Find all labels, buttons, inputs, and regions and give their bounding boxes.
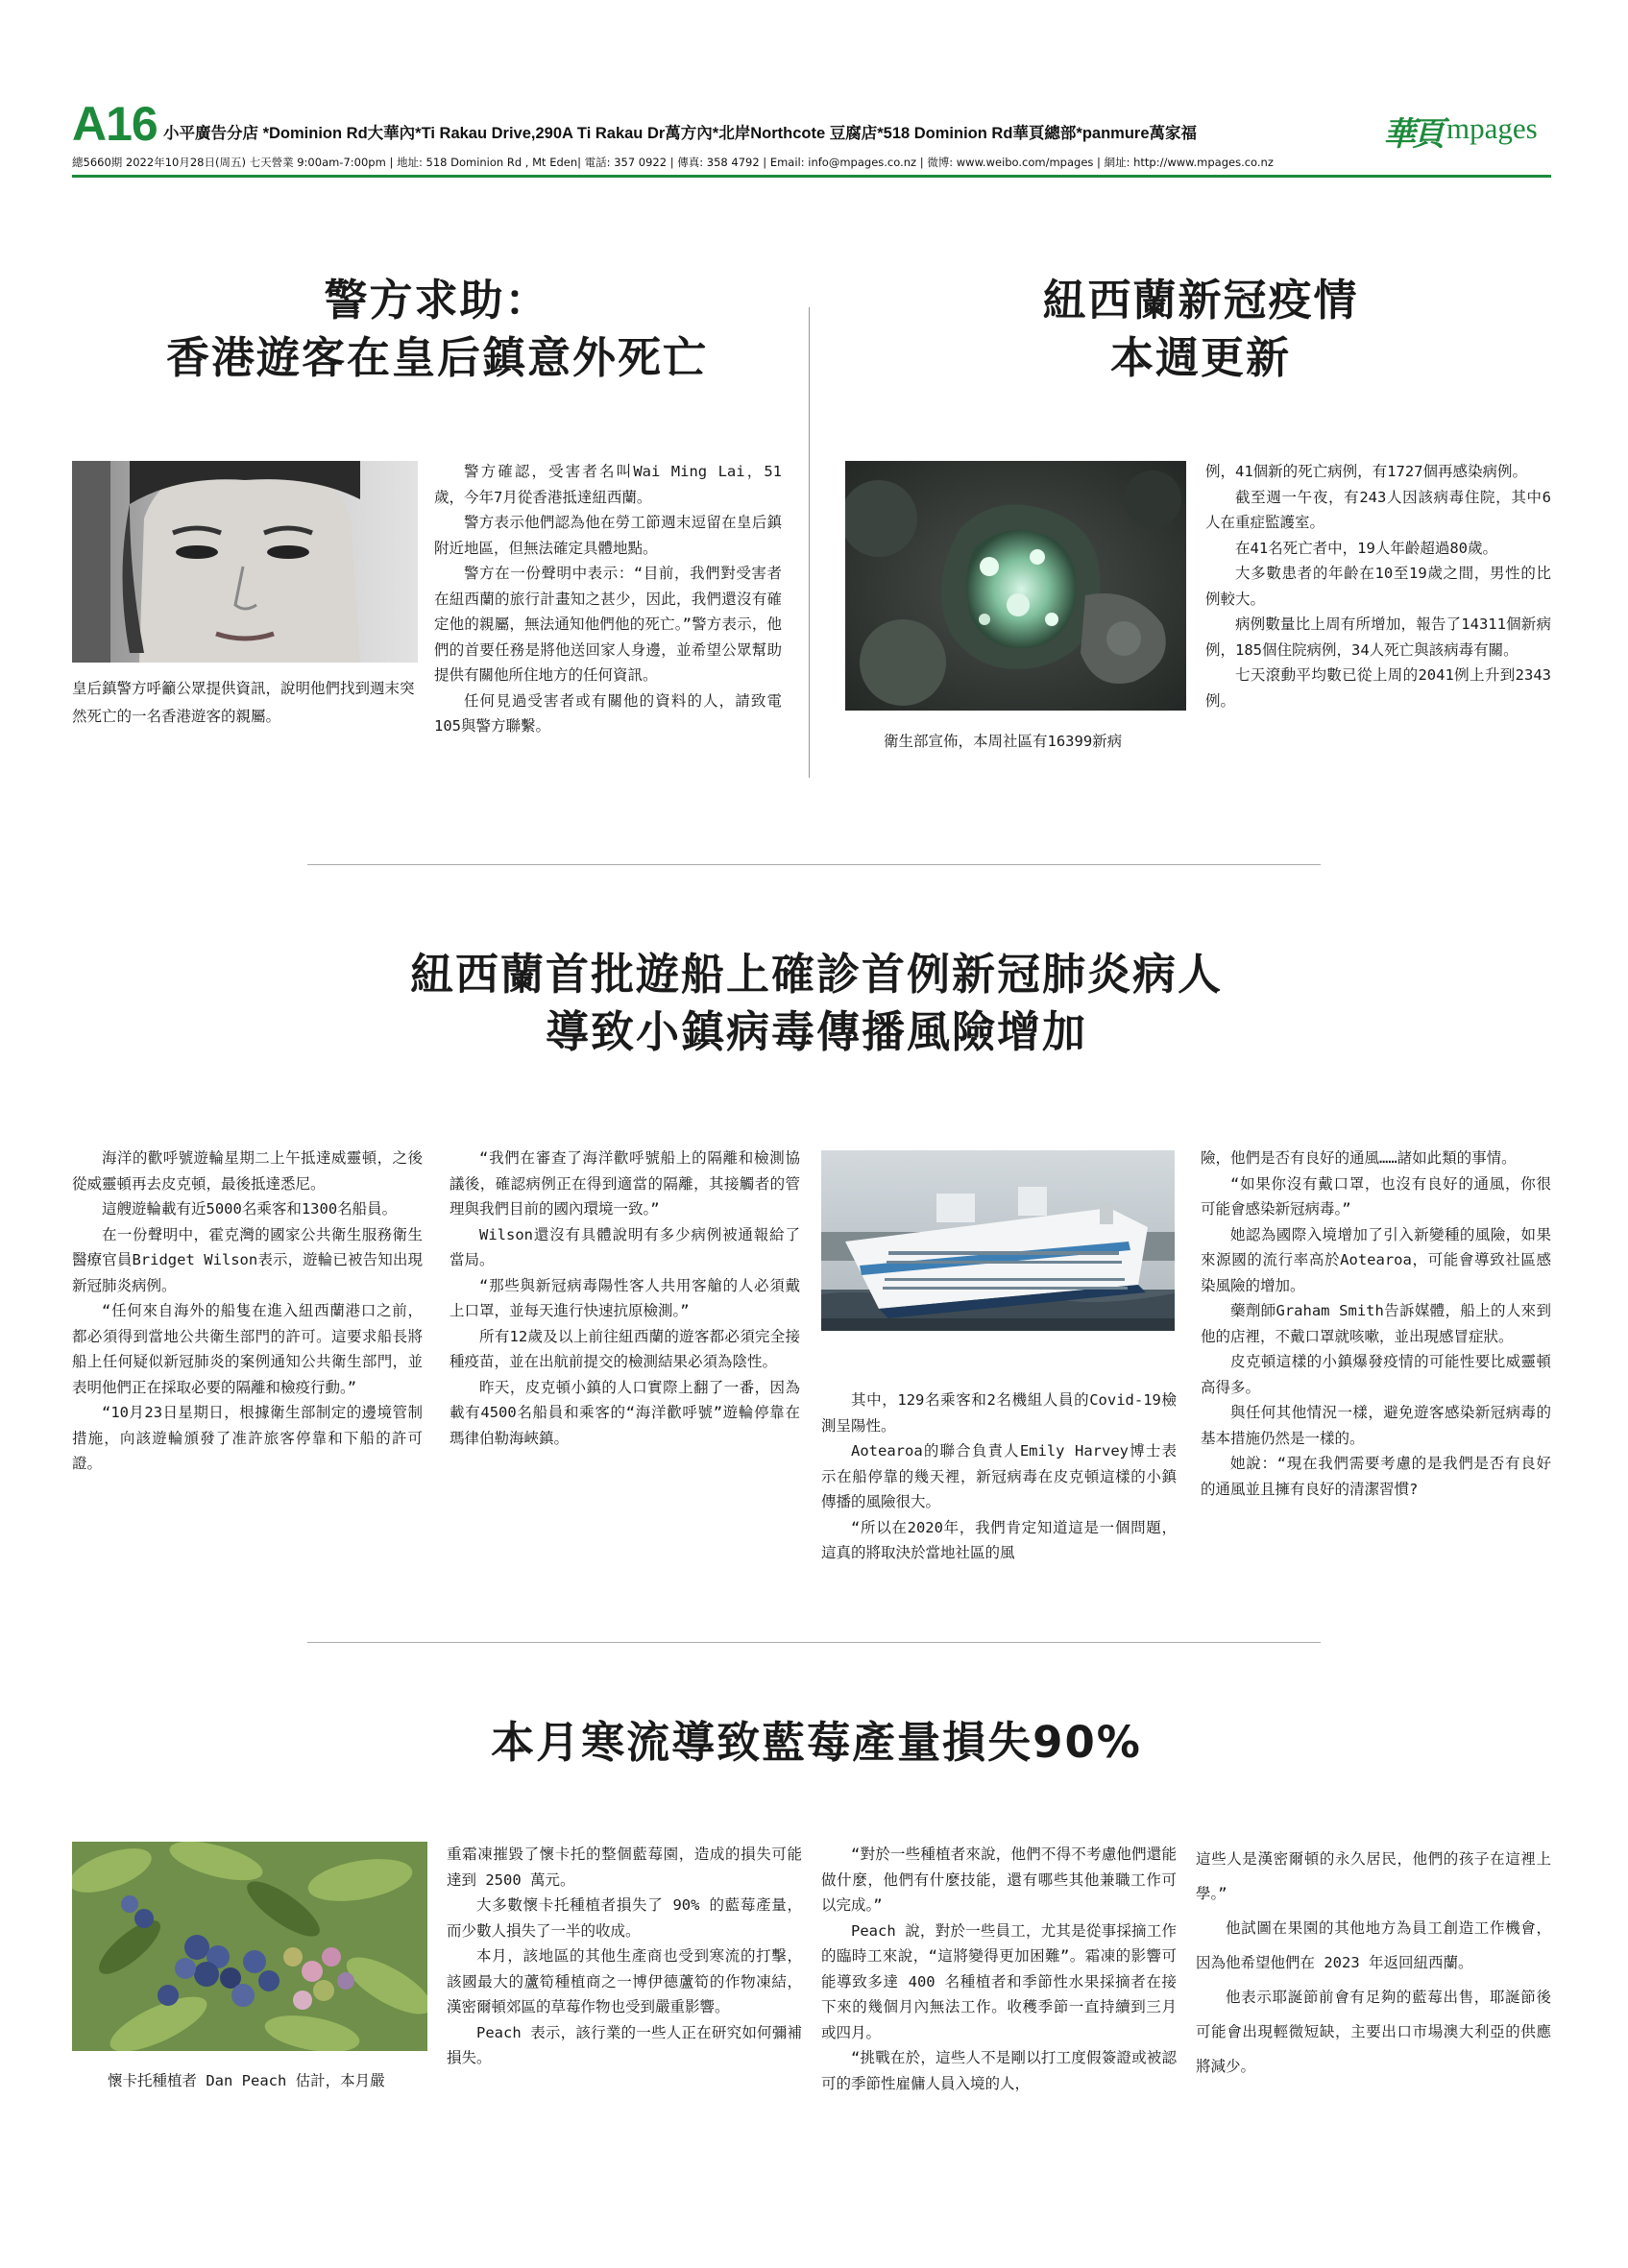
article3-paragraph: 這艘遊輪載有近5000名乘客和1300名船員。	[102, 1200, 398, 1218]
article3-paragraph: “所以在2020年，我們肯定知道這是一個問題，這真的將取決於當地社區的風	[821, 1518, 1177, 1561]
article2-headline	[845, 272, 1556, 387]
article2-paragraph: 在41名死亡者中，19人年齡超過80歲。	[1235, 539, 1497, 557]
article2-paragraph: 大多數患者的年齡在10至19歲之間，男性的比例較大。	[1205, 565, 1551, 608]
article4-paragraph: 這些人是漢密爾頓的永久居民，他們的孩子在這裡上學。”	[1196, 1850, 1551, 1902]
mpages-logo	[1383, 108, 1556, 154]
article4-column-3	[1196, 1842, 1551, 2084]
article2-paragraph: 病例數量比上周有所增加，報告了14311個新病例，185個住院病例，34人死亡與該病毒有關。	[1205, 615, 1551, 659]
article3-paragraph: 她認為國際入境增加了引入新變種的風險，如果來源國的流行率高於Aotearoa，可能會導致社區感染風險的增加。	[1201, 1225, 1551, 1294]
article3-paragraph: “如果你沒有戴口罩，也沒有良好的通風，你很可能會感染新冠病毒。”	[1201, 1174, 1551, 1218]
article2-paragraph: 七天滾動平均數已從上周的2041例上升到2343例。	[1205, 666, 1551, 710]
article1-body	[434, 459, 782, 739]
page-number: A16	[72, 97, 158, 151]
article3-paragraph: “10月23日星期日，根據衛生部制定的邊境管制措施，向該遊輪頒發了准許旅客停靠和下船的許可證。	[72, 1404, 423, 1472]
article3-paragraph: 所有12歲及以上前往紐西蘭的遊客都必須完全接種疫苗，並在出航前提交的檢測結果必須為陰性。	[450, 1327, 800, 1370]
section-divider	[307, 1642, 1321, 1643]
article3-headline-line2: 導致小鎮病毒傳播風險增加	[545, 1005, 1087, 1057]
article4-paragraph: Peach 說，對於一些員工，尤其是從事採摘工作的臨時工來說，“這將變得更加困難”。霜凍的影響可能導致多達 400 名種植者和季節性水果採摘者在接下來的幾個月內無法工作。收穫季節一直持續到三月或四月。	[821, 1921, 1177, 2041]
article3-paragraph: “我們在審查了海洋歡呼號船上的隔離和檢測協議後，確認病例正在得到適當的隔離，其接觸者的管理與我們目前的國內環境一致。”	[450, 1149, 800, 1218]
blueberry-photo	[72, 1842, 427, 2051]
article4-headline: 本月寒流導致藍莓產量損失90%	[491, 1717, 1142, 1768]
article4-paragraph: 大多數懷卡托種植者損失了 90% 的藍莓產量，而少數人損失了一半的收成。	[447, 1896, 802, 1940]
article4-column-2	[821, 1842, 1177, 2096]
article3-paragraph: 她說：“現在我們需要考慮的是我們是否有良好的通風並且擁有良好的清潔習慣?	[1201, 1455, 1551, 1498]
article3-paragraph: “任何來自海外的船隻在進入紐西蘭港口之前，都必須得到當地公共衛生部門的許可。這要求船長將船上任何疑似新冠肺炎的案例通知公共衛生部門，並表明他們正在採取必要的隔離和檢疫行動。”	[72, 1302, 423, 1396]
article3-paragraph: 藥劑師Graham Smith告訴媒體，船上的人來到他的店裡，不戴口罩就咳嗽，並出現感冒症狀。	[1201, 1302, 1551, 1345]
article4-paragraph: 他表示耶誕節前會有足夠的藍莓出售，耶誕節後可能會出現輕微短缺，主要出口市場澳大利亞的供應將減少。	[1196, 1989, 1551, 2075]
article3-paragraph: 皮克頓這樣的小鎮爆發疫情的可能性要比威靈頓高得多。	[1201, 1353, 1551, 1396]
article1-caption: 皇后鎮警方呼籲公眾提供資訊，說明他們找到週末突然死亡的一名香港遊客的親屬。	[72, 680, 415, 725]
article3-paragraph: 昨天，皮克頓小鎮的人口實際上翻了一番，因為載有4500名船員和乘客的“海洋歡呼號”遊輪停靠在瑪律伯勒海峽鎮。	[450, 1378, 800, 1447]
article4-column-1	[447, 1842, 802, 2071]
logo-english: mpages	[1446, 111, 1538, 145]
article3-column-3	[821, 1387, 1177, 1566]
article4-paragraph: “挑戰在於，這些人不是剛以打工度假簽證或被認可的季節性雇傭人員入境的人，	[821, 2049, 1177, 2092]
article4-paragraph: 重霜凍摧毀了懷卡托的整個藍莓園，造成的損失可能達到 2500 萬元。	[447, 1846, 802, 1889]
article4-caption: 懷卡托種植者 Dan Peach 估計，本月嚴	[108, 2072, 385, 2089]
article3-paragraph: 險，他們是否有良好的通風……諸如此類的事情。	[1201, 1149, 1517, 1167]
article2-paragraph: 截至週一午夜，有243人因該病毒住院，其中6人在重症監護室。	[1205, 488, 1551, 531]
article3-paragraph: “那些與新冠病毒陽性客人共用客艙的人必須戴上口罩，並每天進行快速抗原檢測。”	[450, 1276, 800, 1319]
article3-paragraph: 在一份聲明中，霍克灣的國家公共衛生服務衛生醫療官員Bridget Wilson表示，遊輪已被告知出現新冠肺炎病例。	[72, 1225, 423, 1294]
article3-paragraph: Wilson還沒有具體說明有多少病例被通報給了當局。	[450, 1225, 800, 1268]
cruise-ship-photo	[821, 1150, 1175, 1331]
article3-paragraph: 與任何其他情況一樣，避免遊客感染新冠病毒的基本措施仍然是一樣的。	[1201, 1404, 1551, 1447]
article2-headline-line1: 紐西蘭新冠疫情	[1042, 275, 1359, 326]
article3-paragraph: 海洋的歡呼號遊輪星期二上午抵達威靈頓，之後從威靈頓再去皮克頓，最後抵達悉尼。	[72, 1149, 423, 1193]
article4-paragraph: “對於一些種植者來說，他們不得不考慮他們還能做什麼，他們有什麼技能，還有哪些其他兼職工作可以完成。”	[821, 1846, 1177, 1914]
article1-headline	[77, 272, 797, 387]
article3-column-4	[1201, 1146, 1551, 1502]
article1-headline-line1: 警方求助：	[324, 275, 550, 326]
article3-paragraph: Aotearoa的聯合負責人Emily Harvey博士表示在船停靠的幾天裡，新冠病毒在皮克頓這樣的小鎮傳播的風險很大。	[821, 1442, 1177, 1510]
article1-paragraph: 警方表示他們認為他在勞工節週末逗留在皇后鎮附近地區，但無法確定具體地點。	[434, 514, 782, 557]
article3-column-2	[450, 1146, 800, 1451]
article3-column-1	[72, 1146, 423, 1477]
article4-paragraph: 本月，該地區的其他生產商也受到寒流的打擊，該國最大的蘆筍種植商之一博伊德蘆筍的作物凍結，漢密爾頓郊區的草莓作物也受到嚴重影響。	[447, 1947, 802, 2015]
article3-paragraph: 其中，129名乘客和2名機組人員的Covid-19檢測呈陽性。	[821, 1391, 1177, 1435]
article3-headline	[192, 946, 1441, 1061]
article2-caption: 衛生部宣佈，本周社區有16399新病	[884, 733, 1123, 750]
article3-headline-line1: 紐西蘭首批遊船上確診首例新冠肺炎病人	[409, 949, 1223, 1000]
article2-paragraph: 例，41個新的死亡病例，有1727個再感染病例。	[1205, 463, 1527, 480]
portrait-photo	[72, 461, 418, 663]
article4-paragraph: 他試圖在果園的其他地方為員工創造工作機會，因為他希望他們在 2023 年返回紐西蘭。	[1196, 1919, 1551, 1971]
header-rule	[72, 175, 1551, 178]
section-divider	[307, 864, 1321, 865]
article1-paragraph: 任何見過受害者或有關他的資料的人，請致電105與警方聯繫。	[434, 691, 782, 735]
column-divider	[809, 307, 810, 778]
virus-illustration	[845, 461, 1186, 711]
issue-info-line: 總5660期 2022年10月28日(周五) 七天營業 9:00am-7:00pm | 地址: 518 Dominion Rd , Mt Eden| 電話: 357 0922 | 傳真: 358 4792 | Email: info@mpages.co.nz | 微博: www.weibo.com/mpages | 網址: http://www.mpages.co.nz	[72, 156, 1274, 169]
article2-body	[1205, 459, 1551, 713]
article1-paragraph: 警方確認，受害者名叫Wai Ming Lai，51歲，今年7月從香港抵達紐西蘭。	[434, 463, 782, 506]
article4-paragraph: Peach 表示，該行業的一些人正在研究如何彌補損失。	[447, 2023, 802, 2066]
store-address-line: 小平廣告分店 *Dominion Rd大華內*Ti Rakau Drive,290A Ti Rakau Dr萬方內*北岸Northcote 豆腐店*518 Dominion Rd華頁總部*panmure萬家福	[163, 125, 1198, 142]
article1-paragraph: 警方在一份聲明中表示：“目前，我們對受害者在紐西蘭的旅行計畫知之甚少，因此，我們還沒有確定他的親屬，無法通知他們他的死亡。”警方表示，他們的首要任務是將他送回家人身邊，並希望公眾幫助提供有關他所住地方的任何資訊。	[434, 565, 782, 684]
article1-headline-line2: 香港遊客在皇后鎮意外死亡	[165, 331, 708, 383]
article2-headline-line2: 本週更新	[1109, 331, 1291, 383]
logo-chinese: 華頁	[1383, 115, 1441, 154]
